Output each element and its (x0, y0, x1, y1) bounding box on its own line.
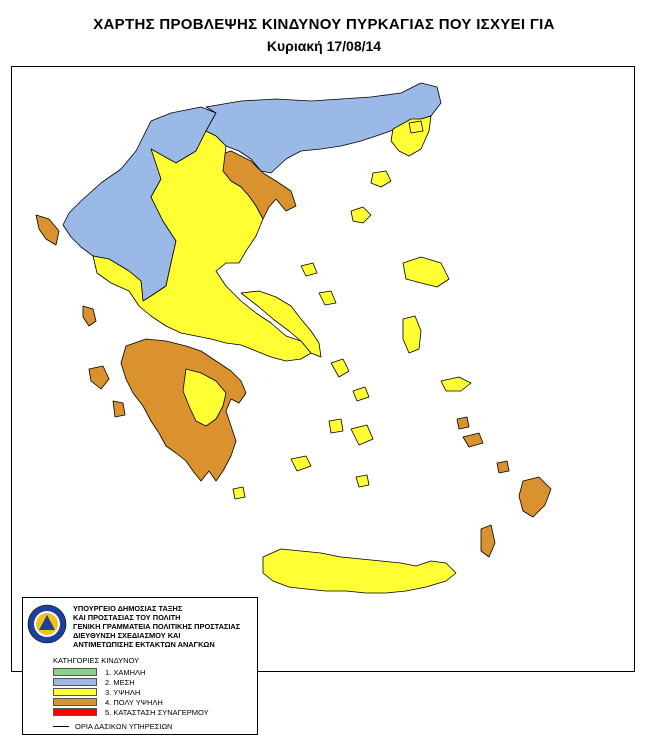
region-crete (263, 549, 456, 593)
org-line: ΓΕΝΙΚΗ ΓΡΑΜΜΑΤΕΙΑ ΠΟΛΙΤΙΚΗΣ ΠΡΟΣΤΑΣΙΑΣ (73, 622, 241, 631)
legend-swatch (53, 678, 97, 686)
region-karpathos (481, 525, 495, 557)
legend-category-label: 2. ΜΕΣΗ (105, 678, 135, 687)
greece-map (12, 67, 636, 673)
region-kos (463, 433, 483, 447)
region-zakynthos (113, 401, 125, 417)
region-chios (403, 316, 421, 353)
legend-swatch (53, 698, 97, 706)
map-legend (22, 597, 258, 735)
legend-category-label: 1. ΧΑΜΗΛΗ (105, 668, 146, 677)
region-symi (497, 461, 509, 473)
region-kalymnos (457, 417, 469, 429)
org-line: ΑΝΤΙΜΕΤΩΠΙΣΗΣ ΕΚΤΑΚΤΩΝ ΑΝΑΓΚΩΝ (73, 640, 215, 649)
region-samos (441, 377, 471, 391)
region-corfu (36, 215, 59, 245)
org-line: ΚΑΙ ΠΡΟΣΤΑΣΙΑΣ ΤΟΥ ΠΟΛΙΤΗ (73, 613, 181, 622)
region-lesvos (403, 257, 449, 287)
legend-swatch (53, 668, 97, 676)
boundary-line-icon (53, 726, 69, 727)
map-frame (11, 66, 635, 731)
region-tinos (353, 387, 369, 401)
org-line: ΔΙΕΥΘΥΝΣΗ ΣΧΕΔΙΑΣΜΟΥ ΚΑΙ (73, 631, 181, 640)
region-paros (329, 419, 343, 433)
region-skopelos (301, 263, 317, 276)
region-lefkada (83, 306, 96, 326)
civil-protection-emblem-icon (27, 604, 67, 644)
region-santorini (356, 475, 369, 487)
region-skyros (319, 291, 336, 305)
region-kythera (233, 487, 245, 499)
region-kefalonia (89, 366, 109, 389)
legend-swatch (53, 708, 97, 716)
legend-category-label: 3. ΥΨΗΛΗ (105, 688, 141, 697)
region-samothraki (409, 121, 423, 133)
map-title: ΧΑΡΤΗΣ ΠΡΟΒΛΕΨΗΣ ΚΙΝΔΥΝΟΥ ΠΥΡΚΑΓΙΑΣ ΠΟΥ ΙΣΧΥΕΙ ΓΙΑ (93, 16, 555, 33)
region-milos (291, 456, 311, 471)
legend-category-label: 4. ΠΟΛΥ ΥΨΗΛΗ (105, 698, 163, 707)
region-thasos (371, 171, 391, 187)
legend-categories-title: ΚΑΤΗΓΟΡΙΕΣ ΚΙΝΔΥΝΟΥ (53, 656, 140, 665)
legend-swatch (53, 688, 97, 696)
region-lemnos (351, 207, 371, 223)
map-date: Κυριακή 17/08/14 (266, 38, 382, 54)
org-line: ΥΠΟΥΡΓΕΙΟ ΔΗΜΟΣΙΑΣ ΤΑΞΗΣ (73, 604, 183, 613)
legend-boundary-label: ΟΡΙΑ ΔΑΣΙΚΩΝ ΥΠΗΡΕΣΙΩΝ (75, 722, 173, 731)
region-naxos (351, 425, 373, 445)
legend-category-label: 5. ΚΑΤΑΣΤΑΣΗ ΣΥΝΑΓΕΡΜΟΥ (105, 708, 209, 717)
region-rhodes (519, 477, 551, 517)
region-andros (331, 359, 349, 377)
region-peloponnese (121, 339, 246, 481)
